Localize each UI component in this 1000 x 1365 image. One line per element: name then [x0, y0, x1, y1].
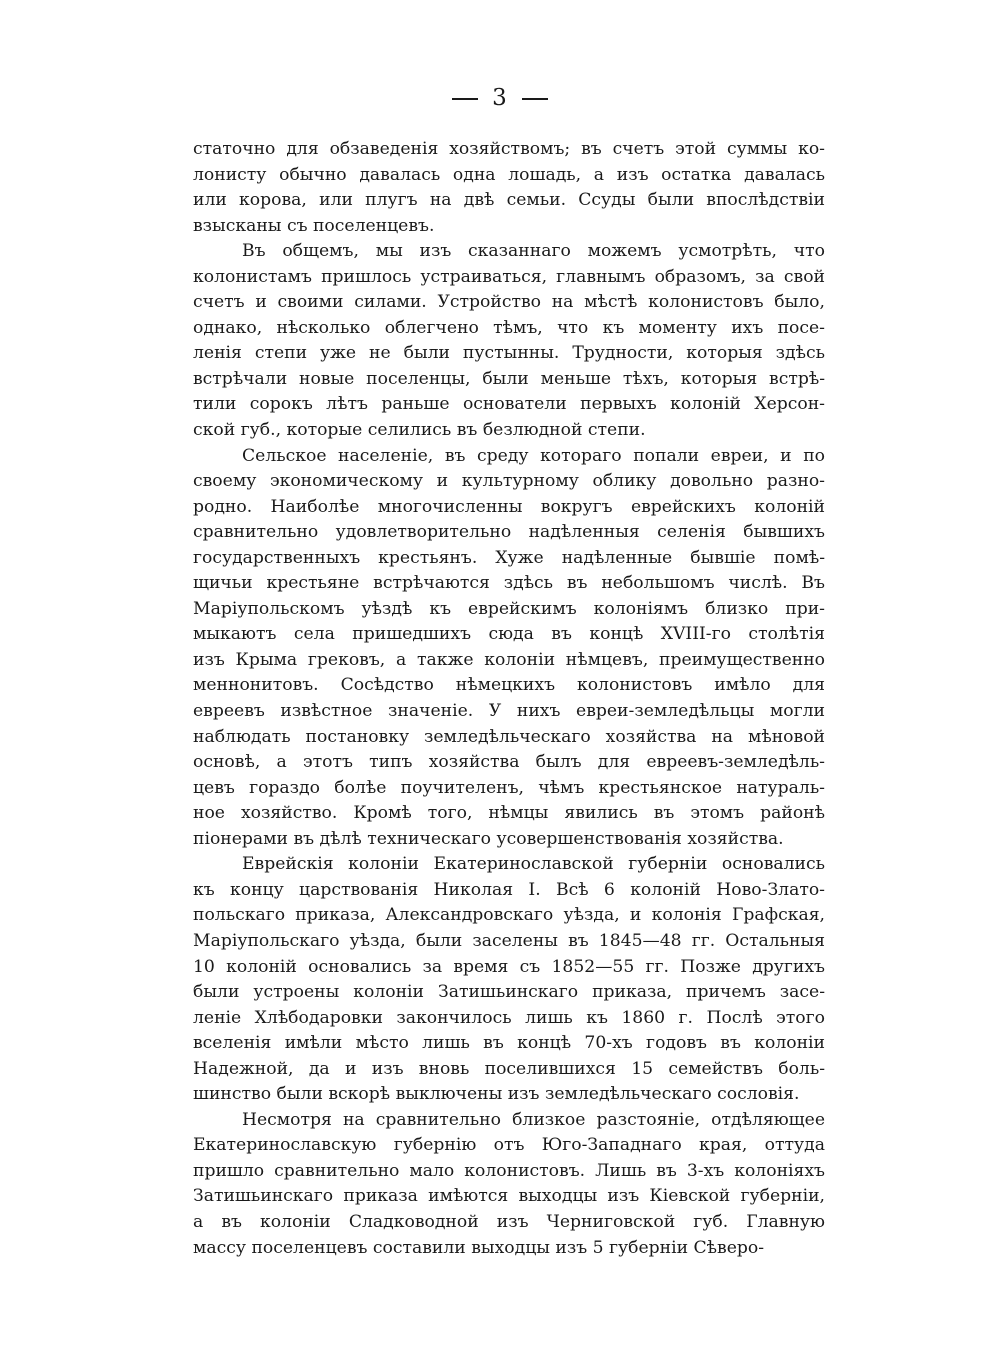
text-line: Маріупольскомъ уѣздѣ къ еврейскимъ колоніямъ близко при-: [193, 598, 825, 619]
text-line: колонистамъ пришлось устраиваться, главнымъ образомъ, за свой: [193, 266, 825, 287]
text-line: Въ общемъ, мы изъ сказаннагo можемъ усмотрѣть, что: [242, 241, 825, 262]
body-text: [193, 137, 825, 1261]
paragraph: [193, 239, 825, 443]
text-line: статочно для обзаведенія хозяйствомъ; въ счетъ этой суммы ко-: [193, 139, 825, 159]
text-line: ное хозяйство. Кромѣ того, нѣмцы явились въ этомъ районѣ: [193, 803, 825, 824]
text-line: Екатеринославскую губернію отъ Юго-Западнаго края, оттуда: [193, 1135, 825, 1156]
paragraph: [193, 444, 825, 853]
text-line: основѣ, а этотъ типъ хозяйства былъ для евреевъ-земледѣль-: [193, 752, 825, 773]
text-line: Маріупольскаго уѣзда, были заселены въ 1845—48 гг. Остальныя: [193, 930, 825, 951]
text-line: сравнительно удовлетворительно надѣленныя селенія бывшихъ: [193, 522, 825, 543]
text-line: родно. Наиболѣе многочисленны вокругъ еврейскихъ колоній: [193, 496, 825, 517]
text-line: встрѣчали новые поселенцы, были меньше тѣхъ, которыя встрѣ-: [193, 368, 825, 389]
text-line: леніе Хлѣбодаровки закончилось лишь къ 1860 г. Послѣ этого: [193, 1007, 825, 1028]
text-line: ской губ., которые селились въ безлюдной степи.: [193, 420, 646, 441]
text-line: мыкаютъ села пришедшихъ сюда въ концѣ XVIII-го столѣтія: [193, 624, 825, 645]
text-line: Несмотря на сравнительно близкое разстояніе, отдѣляющее: [242, 1109, 825, 1130]
text-line: меннонитовъ. Сосѣдство нѣмецкихъ колонистовъ имѣло для: [193, 675, 825, 696]
text-line: пришло сравнительно мало колонистовъ. Лишь въ 3-хъ колоніяхъ: [193, 1160, 825, 1181]
text-line: къ концу царствованія Николая I. Всѣ 6 колоній Ново-Злато-: [193, 879, 825, 900]
page-number-value: 3: [492, 85, 508, 111]
text-line: были устроены колоніи Затишьинскаго приказа, причемъ засе-: [193, 982, 825, 1003]
text-line: наблюдать постановку земледѣльческаго хозяйства на мѣновой: [193, 726, 825, 747]
text-line: взысканы съ поселенцевъ.: [193, 215, 435, 236]
text-line: лонисту обычно давалась одна лошадь, а изъ остатка давалась: [193, 164, 825, 185]
text-line: счетъ и своими силами. Устройство на мѣстѣ колонистовъ было,: [193, 292, 825, 313]
dash-left: [452, 98, 478, 100]
text-line: польскаго приказа, Александровскаго уѣзда, и колонія Графская,: [193, 905, 825, 926]
text-line: массу поселенцевъ составили выходцы изъ 5 губерніи Сѣверо-: [193, 1237, 765, 1258]
text-line: государственныхъ крестьянъ. Хуже надѣленные бывшіе помѣ-: [193, 547, 825, 568]
text-line: цевъ гораздо болѣе поучителенъ, чѣмъ крестьянское натураль-: [193, 777, 825, 798]
text-line: тили сорокъ лѣтъ раньше основатели первыхъ колоній Херсон-: [193, 394, 825, 415]
text-line: своему экономическому и культурному облику довольно разно-: [193, 471, 825, 492]
paragraph: [193, 852, 825, 1107]
text-line: Надежной, да и изъ вновь поселившихся 15 семействъ боль-: [193, 1058, 825, 1079]
text-line: однако, нѣсколько облегчено тѣмъ, что къ моменту ихъ посе-: [193, 317, 825, 338]
text-line: Еврейскія колоніи Екатеринославской губерніи основались: [242, 854, 825, 875]
text-line: а въ колоніи Сладководной изъ Черниговской губ. Главную: [193, 1211, 825, 1232]
text-line: піонерами въ дѣлѣ техническаго усовершенствованія хозяйства.: [193, 828, 784, 849]
text-line: щичьи крестьяне встрѣчаются здѣсь въ небольшомъ числѣ. Въ: [193, 573, 825, 594]
text-line: изъ Крыма грековъ, а также колоніи нѣмцевъ, преимущественно: [193, 649, 825, 670]
text-line: Сельское населеніе, въ среду котораго попали евреи, и по: [242, 445, 825, 466]
text-line: вселенія имѣли мѣсто лишь въ концѣ 70-хъ годовъ въ колоніи: [193, 1033, 825, 1054]
text-line: ленія степи уже не были пустынны. Трудности, которыя здѣсь: [193, 343, 825, 364]
page-number: [0, 85, 1000, 111]
text-line: или корова, или плугъ на двѣ семьи. Ссуды были впослѣдствіи: [193, 190, 825, 211]
text-line: Затишьинскаго приказа имѣются выходцы изъ Кіевской губерніи,: [193, 1186, 825, 1207]
text-line: шинство были вскорѣ выключены изъ земледѣльческаго сословія.: [193, 1084, 800, 1105]
dash-right: [522, 98, 548, 100]
text-line: 10 колоній основались за время съ 1852—55 гг. Позже другихъ: [193, 956, 825, 977]
paragraph: [193, 1108, 825, 1261]
text-line: евреевъ извѣстное значеніе. У нихъ евреи-земледѣльцы могли: [193, 701, 825, 722]
paragraph: [193, 137, 825, 239]
